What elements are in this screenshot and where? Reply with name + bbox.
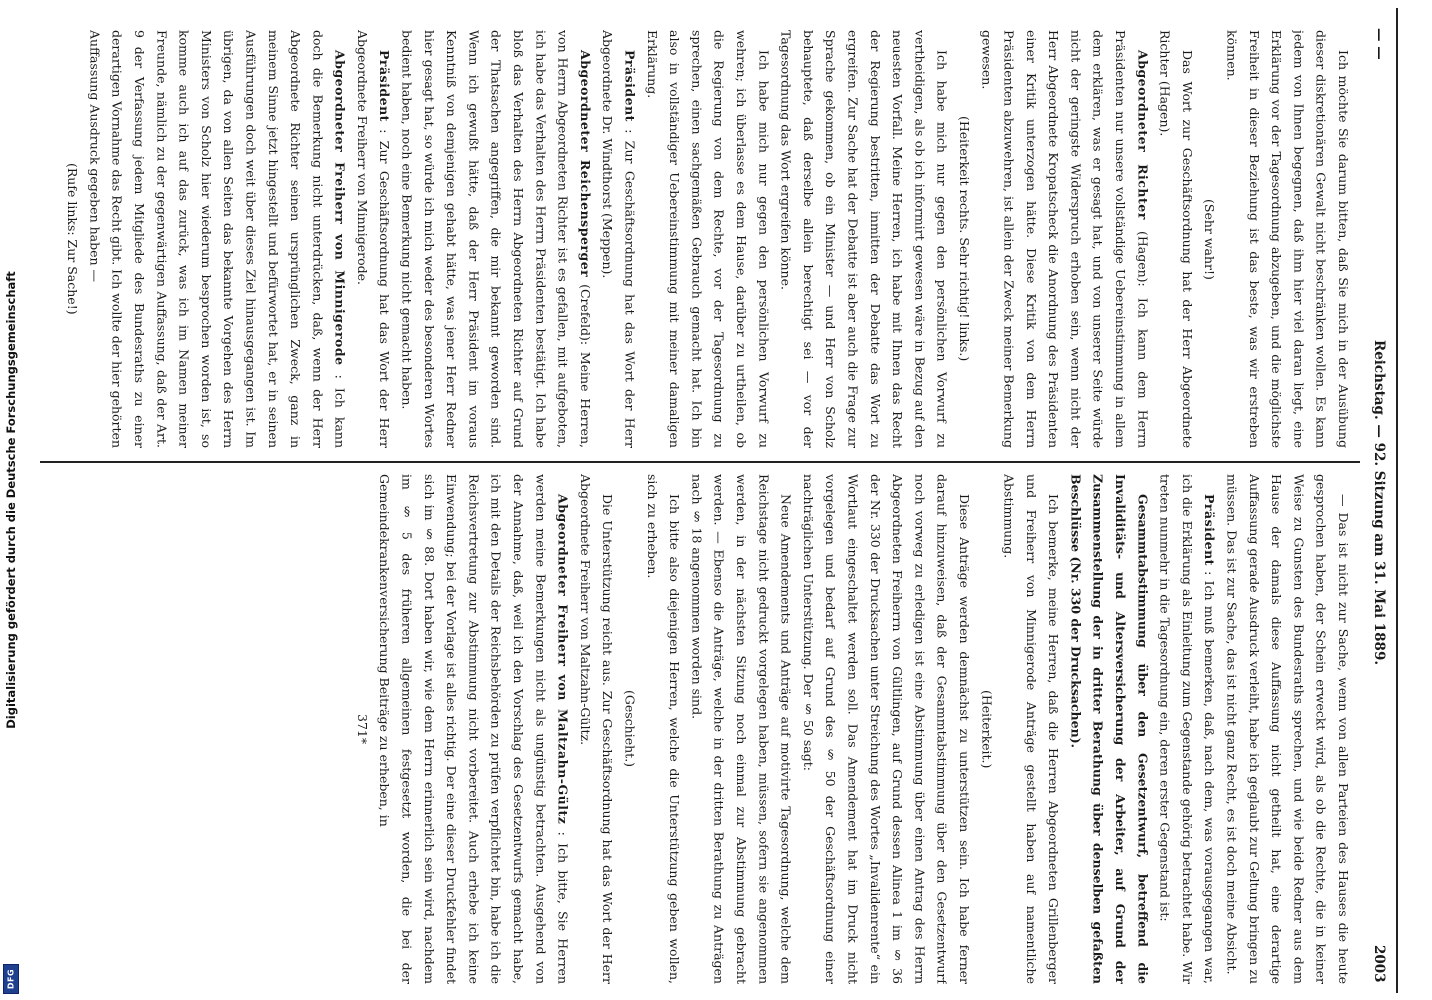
header-left-marks: — —: [1371, 28, 1388, 60]
speech-paragraph: [975, 30, 1153, 448]
paragraph: [685, 474, 796, 984]
dfg-logo-text: DFG: [6, 968, 16, 990]
paragraph-text: (Heiterkeit rechts. Sehr richtig! links.): [956, 116, 972, 362]
speech-paragraph: [373, 474, 574, 984]
paragraph: [797, 474, 975, 984]
page-number: 2003: [1371, 945, 1388, 983]
paragraph-text: Ich habe mich nur gegen den persönlichen Vorwurf zu vertheidigen, als ob ich informirt gewesen wäre in Bezug auf den neuesten Vorfall. Meine Herren, ich habe mit Ihnen das Recht der Regierung bestritten, inmitten der Debatte das Wort zu ergreifen. Zur Sache hat der Debatte ist aber auch die Frage zur Sprache gekommen, ob ein Minister — und Herr von Scholz behauptete, daß derselbe allein berechtigt sei — vor der Tagesordnung das Wort ergreifen könne.: [778, 30, 950, 448]
paragraph: [774, 30, 952, 448]
paragraph: [574, 474, 619, 984]
interjection: [953, 30, 975, 448]
page-header: [1366, 28, 1392, 983]
speech-paragraph: [351, 30, 396, 448]
paragraph-text: : Ich muß bemerken, daß, nach dem, was vorausgegangen war, ich die Erklärung als Einleitung zum Gegenstande gehörig betrachtet habe. Wir treten nunmehr in die Tagesordnung ein, deren erster Gegenstand ist:: [1157, 474, 1218, 984]
interjection: [351, 474, 373, 984]
paragraph-text: (Sehr wahr!): [1202, 198, 1218, 280]
paragraph-text: Neue Amendements und Anträge auf motivirte Tagesordnung, welche dem Reichstage nicht gedruckt vorgelegen haben, müssen, sofern sie angenommen werden, in der nächsten Sitzung noch einmal zur Abstimmung gebracht werden. — Ebenso die Anträge, welche in der dritten Berathung zu Anträgen nach § 18 angenommen worden sind.: [689, 474, 794, 984]
speech-paragraph: [596, 30, 641, 448]
paragraph: [1220, 30, 1354, 448]
paragraph: [1220, 474, 1354, 984]
paragraph-text: : Zur Geschäftsordnung hat das Wort der Herr Abgeordnete Dr. Windthorst (Meppen).: [600, 30, 638, 448]
paragraph: [1064, 474, 1153, 984]
header-title: Reichstag. — 92. Sitzung am 31. Mai 1889.: [1371, 340, 1388, 666]
paragraph-text: Das Wort zur Geschäftsordnung hat der Herr Abgeordnete Richter (Hagen).: [1157, 30, 1195, 448]
speech-paragraph: [83, 30, 351, 448]
paragraph: [997, 474, 1064, 984]
column-divider: [40, 461, 1360, 463]
paragraph-text: Ich möchte Sie darum bitten, daß Sie mich in der Ausübung dieser diskretionären Gewalt nicht beschränken wollen. Es kann jedem von Ihnen begegnen, daß ihm hier viel daran liegt, eine Erklärung vor der Tagesordnung abzugeben, und die möglichste Freiheit in dieser Beziehung ist das beste, was wir erstreben können.: [1224, 30, 1351, 448]
dfg-credit-strip: [0, 0, 22, 1000]
paragraph: [1153, 30, 1198, 448]
speaker-name: Abgeordneter Reichensperger: [577, 50, 593, 278]
speaker-name: Abgeordneter Freiherr von Minnigerode: [332, 50, 348, 366]
paragraph: [641, 30, 775, 448]
speaker-name: Abgeordneter Richter: [1135, 50, 1151, 220]
paragraph-text: : Zur Geschäftsordnung hat das Wort der Herr Abgeordnete Freiherr von Minnigerode.: [354, 30, 393, 448]
paragraph-text: Ich bemerke, meine Herren, daß die Herren Abgeordneten Grillenberger und Freiherr von Minnigerode Anträge gestellt haben auf namentliche Abstimmung.: [1001, 474, 1062, 984]
dfg-logo: [3, 964, 19, 994]
bottom-column: [34, 474, 1354, 984]
speaker-name: Abgeordneter Freiherr von Maltzahn-Gültz: [555, 494, 571, 825]
interjection: [1198, 30, 1220, 448]
speech-paragraph: [395, 30, 596, 448]
speaker-name: Präsident: [1202, 494, 1218, 566]
paragraph-text: (Heiterkeit.): [979, 689, 995, 769]
paragraph-text: Ich bitte also diejenigen Herren, welche die Unterstützung geben wollen, sich zu erheben.: [644, 474, 683, 984]
paragraph-text: Gesammtabstimmung über den Gesetzentwurf, betreffend die Invaliditäts- und Altersversicherung der Arbeiter, auf Grund der Zusammenstellung der in dritter Berathung über denselben gefaßten Beschlüsse (Nr. 330 der Drucksachen).: [1068, 474, 1151, 984]
interjection: [61, 30, 83, 448]
paragraph-text: (Hagen): Ich kann dem Herrn Präsidenten nur unsere vollständige Uebereinstimmung in allem dem erklären, was er gesagt hat, und von unserer Seite würde nicht der geringste Widerspruch erhoben sein, wenn nicht der Herr Abgeordnete Kropatscheck die Anordnung des Präsidenten einer Kritik unterzogen hätte. Diese Kritik von dem Herrn Präsidenten abzuwehren, ist allein der Zweck meiner Bemerkung gewesen.: [979, 30, 1151, 448]
document-page: [40, 8, 1410, 993]
paragraph-text: : Ich bitte, Sie Herren werden meine Bemerkungen nicht als ungünstig betrachten. Ausgehend von der Annahme, daß, weil ich den Vorschlag des Gesetzentwurfs gemacht habe, ich mit den Details der Reichsbehörden zu prüfen verpflichtet bin, habe ich die Reichsvertretung zur Abstimmung nicht vorbereitet. Auch erhebe ich keine Einwendung; bei der Vorlage ist alles richtig. Der eine dieser Druckfehler findet sich im § 88. Dort haben wir, wie dem Herrn erinnerlich sein wird, nachdem im § 5 des früheren allgemeinen festgesetzt worden, die bei der Gemeindekrankenversicherung Beiträge zu erheben, in: [377, 474, 571, 984]
paragraph-text: : Ich kann doch die Bemerkung nicht unterdrücken, daß, wenn der Herr Abgeordnete Richter seinen ursprünglichen Zweck, ganz in meinem Sinne jetzt hingestellt und befürwortet hat, er in seinen Ausführungen doch weit über dieses Ziel hinausgegangen ist. Im übrigen, da von allen Seiten das bekannte Vorgehen des Herrn Ministers von Scholz hier wiederum besprochen worden ist, so komme auch ich auf das zurück, was ich im Namen meiner Freunde, nämlich zu der gegenwärtigen Auffassung, daß der Art. 9 der Verfassung jedem Mitgliede des Bundesraths zu einer derartigen Vornahme das Recht gibt. Ich wollte der hier gehörten Auffassung Ausdruck gegeben haben —: [87, 30, 348, 448]
paragraph-text: Diese Anträge werden demnächst zu unterstützen sein. Ich habe ferner darauf hinzuweisen, daß der Gesammtabstimmung über den Gesetzentwurf noch vorweg zu erledigen ist eine Abstimmung über einen Antrag des Herrn Abgeordneten Freiherrn von Gültlingen, auf Grund dessen Alinea 1 im § 36 der Nr. 330 der Drucksachen unter Streichung des Wortes „Invalidenrente“ ein Wortlaut eingeschaltet werden soll. Das Amendement hat im Druck nicht vorgelegen und bedarf auf Grund des § 50 der Geschäftsordnung einer nachträglichen Unterstützung. Der § 50 sagt:: [800, 474, 972, 984]
top-column: [34, 30, 1354, 448]
paragraph-text: Die Unterstützung reicht aus. Zur Geschäftsordnung hat das Wort der Herr Abgeordnete Freiherr von Maltzahn-Gültz.: [577, 474, 616, 984]
paragraph-text: — Das ist nicht zur Sache, wenn von allen Parteien des Hauses die heute gesprochen haben, der Schein erweckt wird, als ob die Rechte, die in keiner Weise zu Gunsten des Bundesraths sprechen, und wie beide Redner aus dem Hause der damals diese Auffassung nicht getheilt hat, eine derartige Auffassung gerade Ausdruck verleiht, habe ich geglaubt zur Geltung bringen zu müssen. Das ist zur Sache, das ist nicht ganz Recht, es ist doch meine Absicht.: [1224, 474, 1351, 984]
paragraph-text: 371*: [354, 713, 370, 745]
interjection: [618, 474, 640, 984]
speech-paragraph: [1153, 474, 1220, 984]
speaker-name: Präsident: [377, 50, 393, 122]
speaker-name: Präsident: [622, 50, 638, 122]
header-rule: [1396, 8, 1398, 993]
paragraph: [641, 474, 686, 984]
digitization-credit: Digitalisierung gefördert durch die Deutsche Forschungsgemeinschaft: [4, 271, 18, 729]
paragraph-text: (Crefeld): Meine Herren, von Herrn Abgeordneten Richter ist es gefallen, mit aufgeboten, ich habe das Verhalten des Herrn Präsidenten bestätigt. Ich habe bloß das Verhalten des Herrn Abgeordneten Richter auf Grund der Thatsachen angegriffen, die mir bekannt geworden sind. Wenn ich gewußt hätte, daß der Herr Präsident im voraus Kenntniß von demjenigen gehabt hätte, was jener Herr Redner hier gesagt hat, so würde ich mich weder des besonderen Wortes bedient haben, noch eine Bemerkung nicht gemacht haben.: [399, 30, 593, 448]
interjection: [975, 474, 997, 984]
paragraph-text: (Geschieht.): [622, 690, 638, 768]
paragraph-text: Ich habe mich nur gegen den persönlichen Vorwurf zu wehren; ich überlasse es dem Hause, darüber zu urtheilen, ob die Regierung von dem Rechte, vor der Tagesordnung zu sprechen, einen sachgemäßen Gebrauch gemacht hat. Ich bin also in vollständiger Uebereinstimmung mit meiner damaligen Erklärung.: [644, 30, 772, 448]
paragraph-text: (Rufe links: Zur Sache!): [65, 163, 81, 315]
